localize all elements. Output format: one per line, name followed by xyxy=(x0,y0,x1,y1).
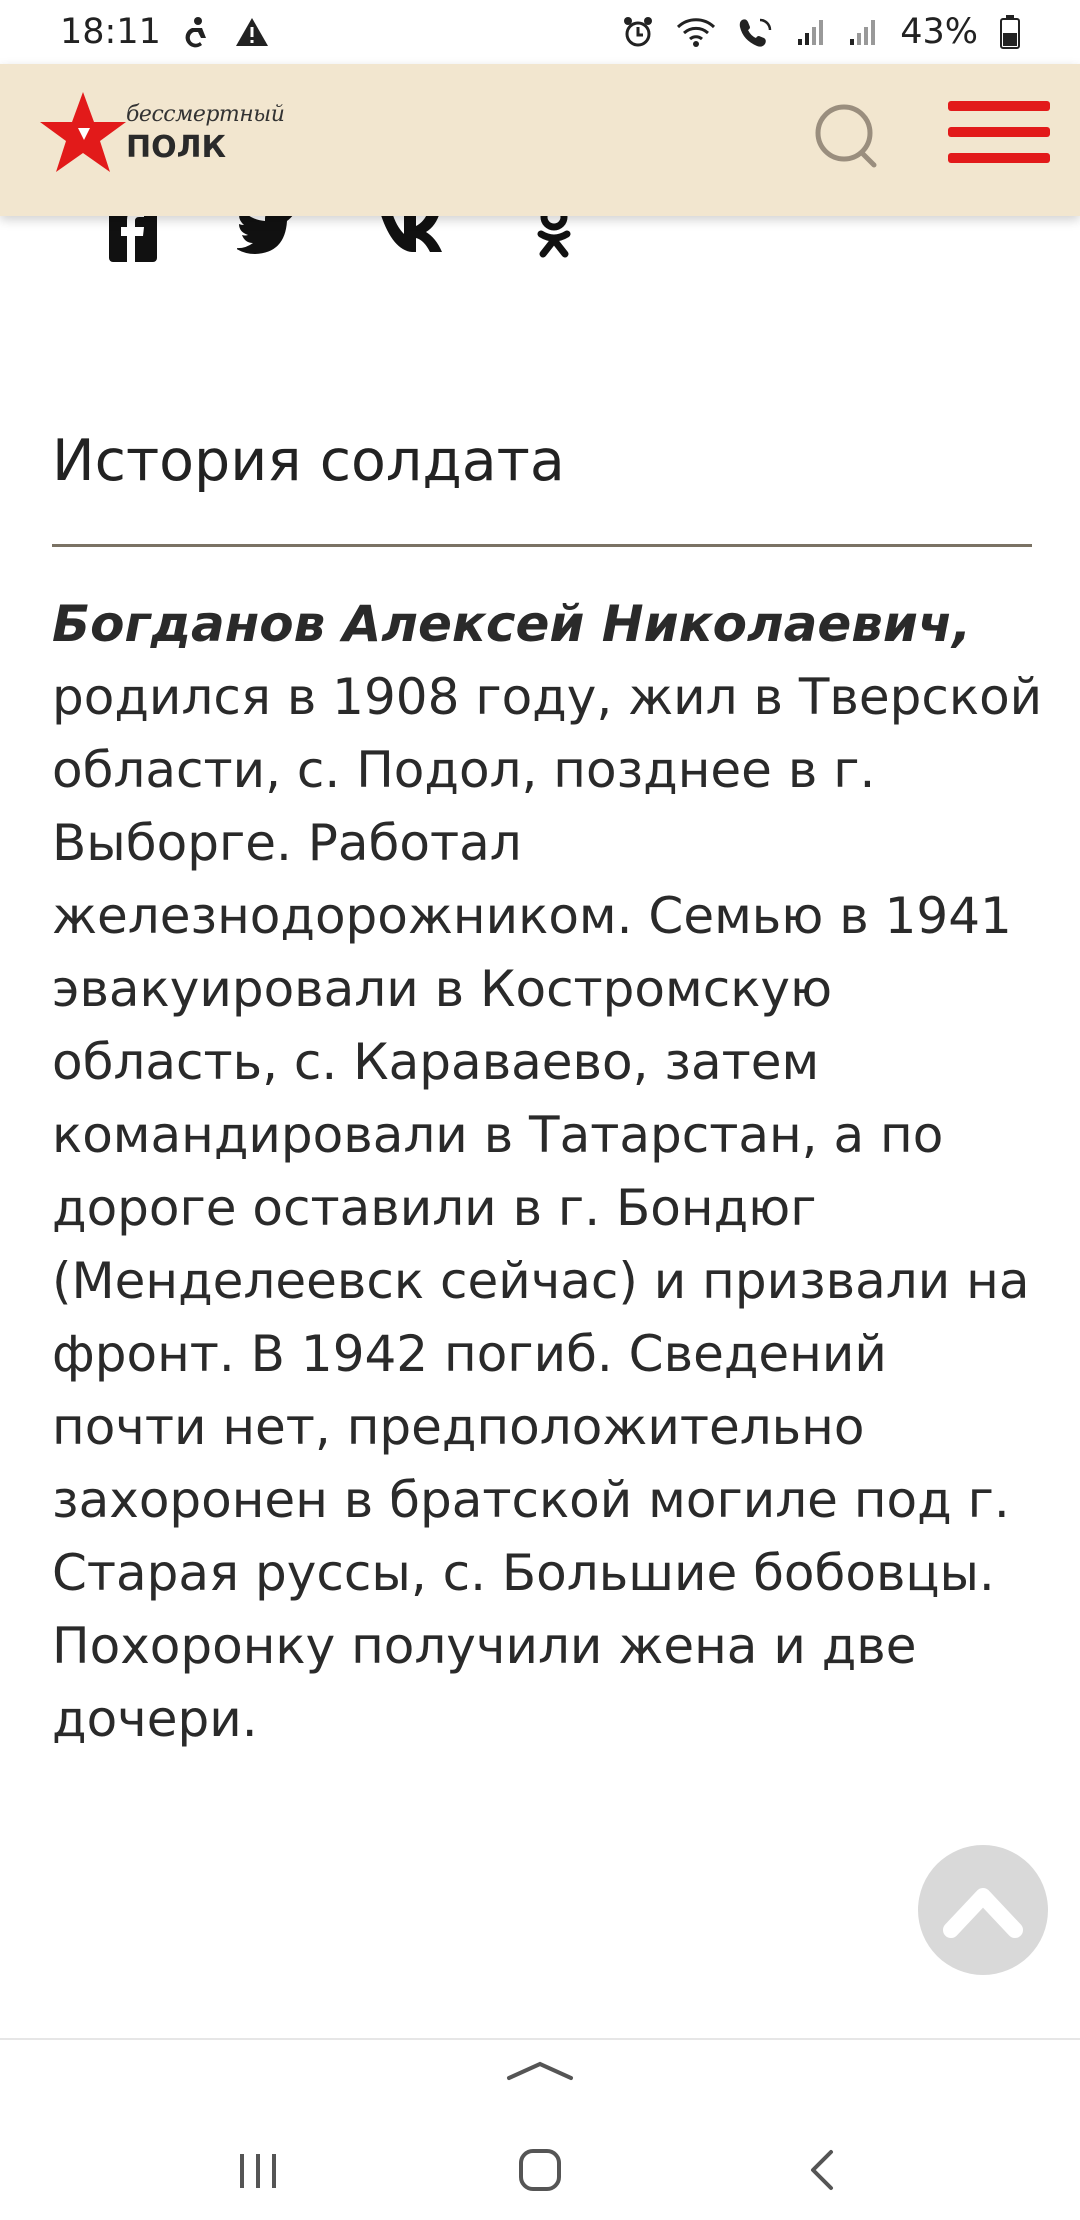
alarm-icon xyxy=(622,16,654,48)
logo-text-bottom: ПОЛК xyxy=(126,130,227,165)
section-title: История солдата xyxy=(52,428,565,494)
expand-handle[interactable] xyxy=(505,2054,575,2084)
signal-icon-2 xyxy=(848,17,878,47)
scroll-to-top-button[interactable] xyxy=(918,1845,1048,1975)
red-star-icon xyxy=(38,88,128,178)
chevron-up-icon xyxy=(505,2054,575,2084)
soldier-name: Богданов Алексей Николаевич, xyxy=(52,595,972,653)
home-icon xyxy=(517,2147,563,2193)
wifi-call-icon xyxy=(738,16,774,48)
search-button[interactable] xyxy=(808,99,884,175)
wifi-icon xyxy=(676,17,716,47)
recent-apps-icon xyxy=(236,2150,280,2190)
status-right xyxy=(622,12,1020,52)
search-icon xyxy=(808,99,884,175)
system-navigation-bar xyxy=(0,2038,1080,2220)
back-button[interactable] xyxy=(782,2140,862,2200)
recent-apps-button[interactable] xyxy=(218,2140,298,2200)
signal-icon-1 xyxy=(796,17,826,47)
battery-icon xyxy=(1000,15,1020,49)
logo-text-top: бессмертный xyxy=(126,102,285,127)
status-bar xyxy=(0,0,1080,64)
status-time: 18:11 xyxy=(60,12,161,52)
menu-bar-2 xyxy=(948,127,1050,137)
status-left xyxy=(60,12,269,52)
site-header xyxy=(0,64,1080,216)
menu-bar-3 xyxy=(948,153,1050,163)
menu-bar-1 xyxy=(948,101,1050,111)
home-button[interactable] xyxy=(500,2140,580,2200)
battery-percent: 43% xyxy=(900,12,978,52)
logo[interactable] xyxy=(38,86,288,182)
story-text: родился в 1908 году, жил в Тверской области, с. Подол, позднее в г. Выборге. Работал железнодорожником. Семью в 1941 эвакуировали в Костромскую область, с. Караваево, затем командировали в Татарстан, а по дороге оставили в г. Бондюг (Менделеевск сейчас) и призвали на фронт. В 1942 погиб. Сведений почти нет, предположительно захоронен в братской могиле под г. Старая руссы, с. Большие бобовцы. Похоронку получили жена и две дочери. xyxy=(52,668,1043,1748)
wheelchair-icon xyxy=(183,16,213,48)
divider xyxy=(52,544,1032,547)
hamburger-menu-button[interactable] xyxy=(948,99,1050,179)
soldier-story xyxy=(52,588,1052,1756)
chevron-up-icon xyxy=(943,1880,1023,1940)
back-icon xyxy=(807,2148,837,2192)
warning-icon xyxy=(235,17,269,47)
